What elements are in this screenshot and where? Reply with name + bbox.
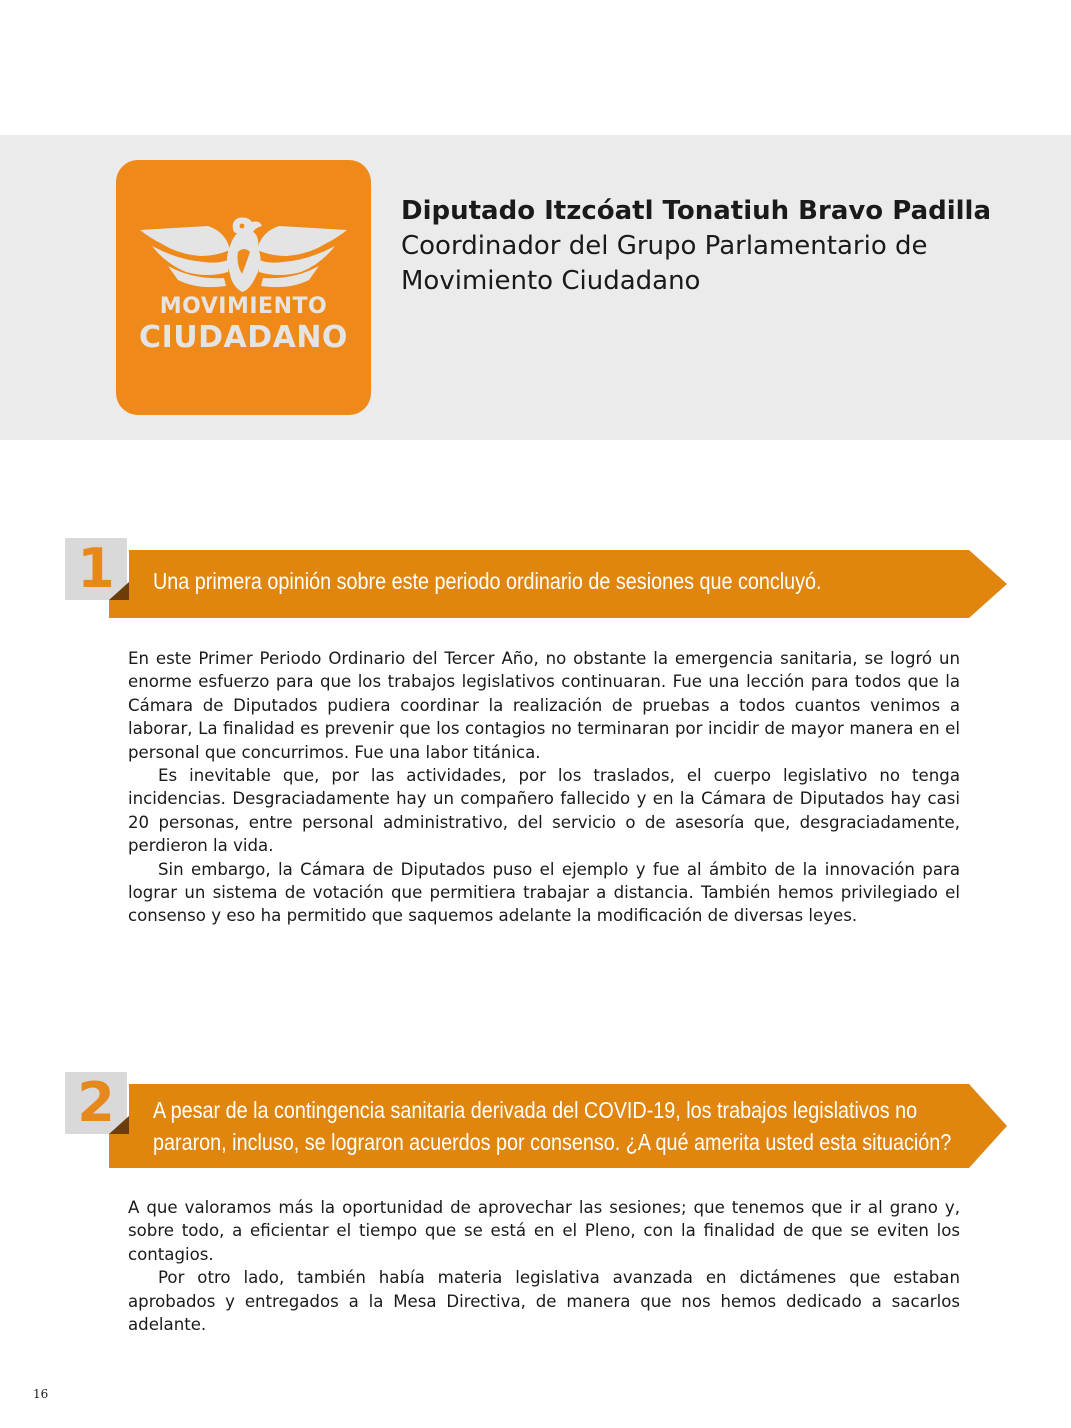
- page-number: 16: [33, 1387, 49, 1401]
- answer-paragraph: Sin embargo, la Cámara de Diputados puso el ejemplo y fue al ámbito de la innovación para lograr un sistema de votación que permitiera trabajar a distancia. También hemos privilegiado el consenso y eso ha permitido que saquemos adelante la modificación de diversas leyes.: [128, 859, 960, 926]
- movimiento-ciudadano-logo: [116, 160, 371, 415]
- interviewee-role-line-2: Movimiento Ciudadano: [401, 266, 701, 296]
- question-number-1: 1: [65, 538, 127, 600]
- question-banner-2: [109, 1084, 1009, 1170]
- answer-2: [128, 1196, 960, 1336]
- answer-paragraph: Es inevitable que, por las actividades, por los traslados, el cuerpo legislativo no tenga incidencias. Desgraciadamente hay un compañero fallecido y en la Cámara de Diputados hay casi 20 personas, entre personal administrativo, del servicio o de asesoría que, desgraciadamente, perdieron la vida.: [128, 766, 960, 856]
- question-number-2: 2: [65, 1072, 127, 1134]
- logo-text-movimiento: MOVIMIENTO: [159, 294, 328, 319]
- question-banner-1: [109, 550, 1009, 620]
- question-text-1-line-1: Una primera opinión sobre este periodo ordinario de sesiones que concluyó.: [153, 568, 822, 594]
- eagle-logo-icon: [138, 216, 349, 294]
- answer-paragraph: En este Primer Periodo Ordinario del Tercer Año, no obstante la emergencia sanitaria, se logró un enorme esfuerzo para que los trabajos legislativos continuaran. Fue una lección para todos que la Cámara de Diputados pudiera coordinar la realización de pruebas a todos cuantos venimos a laborar, La finalidad es prevenir que los contagios no terminaran por incidir de mayor manera en el personal que concurrimos. Fue una labor titánica.: [128, 649, 960, 762]
- question-text-2-line-1: A pesar de la contingencia sanitaria derivada del COVID-19, los trabajos legislativos no: [153, 1097, 918, 1123]
- answer-paragraph: Por otro lado, también había materia legislativa avanzada en dictámenes que estaban aprobados y entregados a la Mesa Directiva, de manera que nos hemos dedicado a sacarlos adelante.: [128, 1268, 960, 1335]
- interviewee-role-line-1: Coordinador del Grupo Parlamentario de: [401, 231, 928, 261]
- logo-text-ciudadano: CIUDADANO: [139, 320, 348, 355]
- interviewee-block: [401, 194, 1041, 299]
- interviewee-name: Diputado Itzcóatl Tonatiuh Bravo Padilla: [401, 196, 992, 226]
- answer-1: [128, 647, 960, 928]
- answer-paragraph: A que valoramos más la oportunidad de aprovechar las sesiones; que tenemos que ir al grano y, sobre todo, a eficientar el tiempo que se está en el Pleno, con la finalidad de que se eviten los contagios.: [128, 1198, 960, 1264]
- question-text-2-line-2: pararon, incluso, se lograron acuerdos por consenso. ¿A qué amerita usted esta situación?: [153, 1129, 952, 1155]
